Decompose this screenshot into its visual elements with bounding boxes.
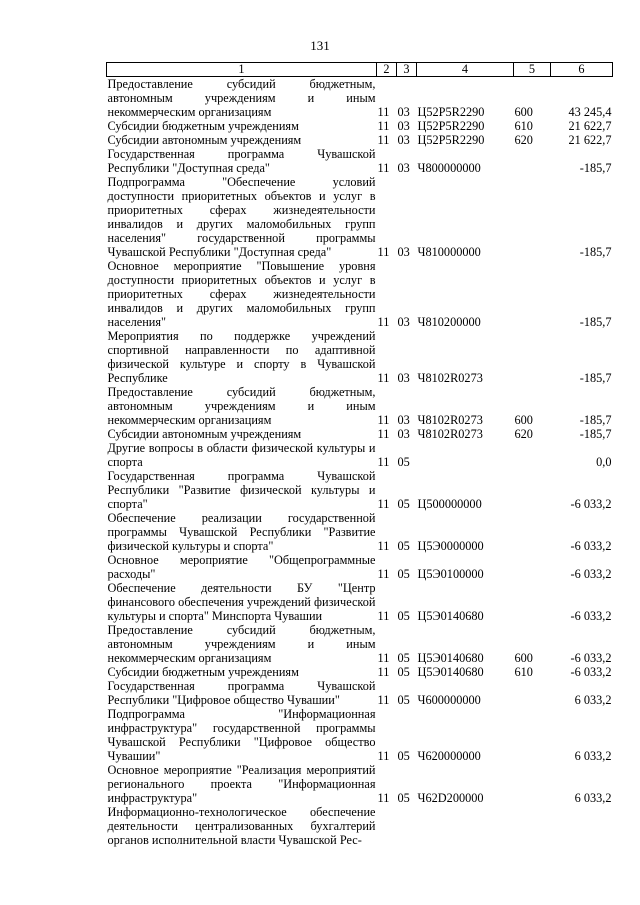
row-target-code: Ч620000000 <box>417 749 481 763</box>
row-expense-type <box>514 581 551 623</box>
row-name: Государственная программа Чувашской Республики "Цифровое общество Чувашии" <box>107 679 376 707</box>
row-amount: -6 033,2 <box>570 567 612 581</box>
row-expense-type <box>514 763 551 805</box>
row-target-code <box>417 441 514 469</box>
column-header-6: 6 <box>551 63 613 77</box>
row-target-code: Ч800000000 <box>417 161 481 175</box>
row-subsection: 03 <box>397 133 410 147</box>
row-section: 11 <box>377 455 390 469</box>
table-row <box>107 119 613 133</box>
column-header-4: 4 <box>417 63 514 77</box>
row-subsection: 05 <box>397 539 410 553</box>
row-target-code: Ч8102R0273 <box>417 413 483 427</box>
row-amount: -185,7 <box>579 161 612 175</box>
table-row <box>107 175 613 259</box>
row-target-code: Ц52P5R2290 <box>417 119 485 133</box>
page-number: 131 <box>310 38 330 53</box>
table-row <box>107 133 613 147</box>
row-expense-type <box>514 469 551 511</box>
row-subsection: 03 <box>397 161 410 175</box>
table-row <box>107 763 613 805</box>
row-subsection: 05 <box>397 567 410 581</box>
row-name: Другие вопросы в области физической культуры и спорта <box>107 441 376 469</box>
row-amount: -185,7 <box>579 371 612 385</box>
row-expense-type: 620 <box>514 427 533 441</box>
row-expense-type <box>514 175 551 259</box>
row-section: 11 <box>377 539 390 553</box>
row-expense-type <box>514 707 551 763</box>
table-row <box>107 427 613 441</box>
row-target-code: Ч600000000 <box>417 693 481 707</box>
row-name: Предоставление субсидий бюджетным, автономным учреждениям и иным некоммерческим организациям <box>107 77 376 119</box>
table-row <box>107 623 613 665</box>
row-expense-type <box>514 511 551 553</box>
row-name: Обеспечение реализации государственной программы Чувашской Республики "Развитие физической культуры и спорта" <box>107 511 376 553</box>
table-row <box>107 259 613 329</box>
row-amount: 43 245,4 <box>568 105 612 119</box>
row-subsection: 03 <box>397 413 410 427</box>
row-section: 11 <box>377 693 390 707</box>
row-amount: -185,7 <box>579 315 612 329</box>
row-name: Предоставление субсидий бюджетным, автономным учреждениям и иным некоммерческим организациям <box>107 623 376 665</box>
column-header-1: 1 <box>107 63 377 77</box>
table-row <box>107 665 613 679</box>
row-target-code: Ц5Э0140680 <box>417 651 484 665</box>
table-row <box>107 441 613 469</box>
row-section: 11 <box>377 651 390 665</box>
row-expense-type: 620 <box>514 133 533 147</box>
table-row <box>107 469 613 511</box>
row-amount: -6 033,2 <box>570 539 612 553</box>
row-subsection: 03 <box>397 119 410 133</box>
column-header-2: 2 <box>377 63 397 77</box>
row-amount: 21 622,7 <box>568 119 612 133</box>
row-amount: -185,7 <box>579 245 612 259</box>
row-amount: -185,7 <box>579 427 612 441</box>
row-section: 11 <box>377 609 390 623</box>
row-amount: 0,0 <box>596 455 612 469</box>
row-section: 11 <box>377 665 390 679</box>
budget-table <box>106 62 613 847</box>
row-section: 11 <box>377 161 390 175</box>
row-expense-type <box>514 147 551 175</box>
row-subsection: 03 <box>397 105 410 119</box>
column-header-5: 5 <box>514 63 551 77</box>
row-target-code: Ц52P5R2290 <box>417 133 485 147</box>
row-target-code: Ц5Э0140680 <box>417 609 484 623</box>
row-amount: 6 033,2 <box>574 791 612 805</box>
table-row <box>107 707 613 763</box>
row-name: Информационно-технологическое обеспечение деятельности централизованных бухгалтерий органов исполнительной власти Чувашской Рес- <box>107 805 376 847</box>
row-amount: -6 033,2 <box>570 665 612 679</box>
row-target-code: Ц5Э0140680 <box>417 665 484 679</box>
row-section: 11 <box>377 413 390 427</box>
row-target-code: Ч810000000 <box>417 245 481 259</box>
row-subsection <box>397 805 417 847</box>
row-target-code: Ц5Э0100000 <box>417 567 484 581</box>
row-expense-type: 610 <box>514 665 533 679</box>
row-subsection: 05 <box>397 749 410 763</box>
row-target-code: Ч8102R0273 <box>417 427 483 441</box>
row-section: 11 <box>377 567 390 581</box>
row-target-code: Ч8102R0273 <box>417 371 483 385</box>
row-amount: 21 622,7 <box>568 133 612 147</box>
row-subsection: 05 <box>397 497 410 511</box>
row-expense-type: 600 <box>514 105 533 119</box>
row-name: Государственная программа Чувашской Республики "Доступная среда" <box>107 147 376 175</box>
row-name: Мероприятия по поддержке учреждений спортивной направленности по адаптивной физической культуре и спорту в Чувашской Республике <box>107 329 376 385</box>
row-name: Обеспечение деятельности БУ "Центр финансового обеспечения учреждений физической культуры и спорта" Минспорта Чувашии <box>107 581 376 623</box>
row-section: 11 <box>377 791 390 805</box>
row-target-code: Ц5Э0000000 <box>417 539 484 553</box>
row-subsection: 05 <box>397 693 410 707</box>
table-row <box>107 77 613 120</box>
row-name: Основное мероприятие "Общепрограммные расходы" <box>107 553 376 581</box>
row-section: 11 <box>377 133 390 147</box>
row-name: Субсидии бюджетным учреждениям <box>107 665 299 679</box>
row-name: Подпрограмма "Обеспечение условий доступности приоритетных объектов и услуг в приоритетных сферах жизнедеятельности инвалидов и других маломобильных групп населения" государственной программы Чувашской Республики "Доступная среда" <box>107 175 376 259</box>
row-target-code <box>417 805 514 847</box>
table-row <box>107 581 613 623</box>
row-expense-type <box>514 805 551 847</box>
row-subsection: 05 <box>397 791 410 805</box>
row-expense-type <box>514 259 551 329</box>
row-subsection: 03 <box>397 371 410 385</box>
table-row <box>107 679 613 707</box>
row-target-code: Ч62D200000 <box>417 791 484 805</box>
row-expense-type <box>514 553 551 581</box>
row-name: Предоставление субсидий бюджетным, автономным учреждениям и иным некоммерческим организациям <box>107 385 376 427</box>
row-amount: 6 033,2 <box>574 749 612 763</box>
table-row <box>107 385 613 427</box>
table-row <box>107 329 613 385</box>
row-name: Основное мероприятие "Реализация мероприятий регионального проекта "Информационная инфраструктура" <box>107 763 376 805</box>
row-section: 11 <box>377 427 390 441</box>
row-section <box>377 805 397 847</box>
row-name: Субсидии автономным учреждениям <box>107 427 302 441</box>
row-name: Субсидии бюджетным учреждениям <box>107 119 299 133</box>
row-expense-type: 600 <box>514 413 533 427</box>
column-header-3: 3 <box>397 63 417 77</box>
row-target-code: Ц500000000 <box>417 497 482 511</box>
row-section: 11 <box>377 497 390 511</box>
row-subsection: 03 <box>397 315 410 329</box>
row-amount: -6 033,2 <box>570 651 612 665</box>
row-name: Основное мероприятие "Повышение уровня доступности приоритетных объектов и услуг в приоритетных сферах жизнедеятельности инвалидов и других маломобильных групп населения" <box>107 259 376 329</box>
table-row <box>107 511 613 553</box>
row-section: 11 <box>377 749 390 763</box>
row-subsection: 05 <box>397 455 410 469</box>
row-target-code: Ц52P5R2290 <box>417 105 485 119</box>
table-row <box>107 805 613 847</box>
row-expense-type: 610 <box>514 119 533 133</box>
row-amount: -6 033,2 <box>570 609 612 623</box>
row-subsection: 05 <box>397 665 410 679</box>
row-name: Субсидии автономным учреждениям <box>107 133 302 147</box>
row-section: 11 <box>377 119 390 133</box>
row-expense-type: 600 <box>514 651 533 665</box>
row-section: 11 <box>377 315 390 329</box>
row-section: 11 <box>377 245 390 259</box>
row-subsection: 05 <box>397 609 410 623</box>
row-section: 11 <box>377 105 390 119</box>
row-name: Подпрограмма "Информационная инфраструктура" государственной программы Чувашской Республики "Цифровое общество Чувашии" <box>107 707 376 763</box>
column-number-header <box>107 63 613 77</box>
row-expense-type <box>514 329 551 385</box>
row-amount <box>551 805 613 847</box>
row-amount: 6 033,2 <box>574 693 612 707</box>
row-amount: -6 033,2 <box>570 497 612 511</box>
row-target-code: Ч810200000 <box>417 315 481 329</box>
table-row <box>107 147 613 175</box>
row-expense-type <box>514 679 551 707</box>
row-subsection: 03 <box>397 245 410 259</box>
row-subsection: 03 <box>397 427 410 441</box>
row-name: Государственная программа Чувашской Республики "Развитие физической культуры и спорта" <box>107 469 376 511</box>
table-row <box>107 553 613 581</box>
row-section: 11 <box>377 371 390 385</box>
row-amount: -185,7 <box>579 413 612 427</box>
row-expense-type <box>514 441 551 469</box>
row-subsection: 05 <box>397 651 410 665</box>
